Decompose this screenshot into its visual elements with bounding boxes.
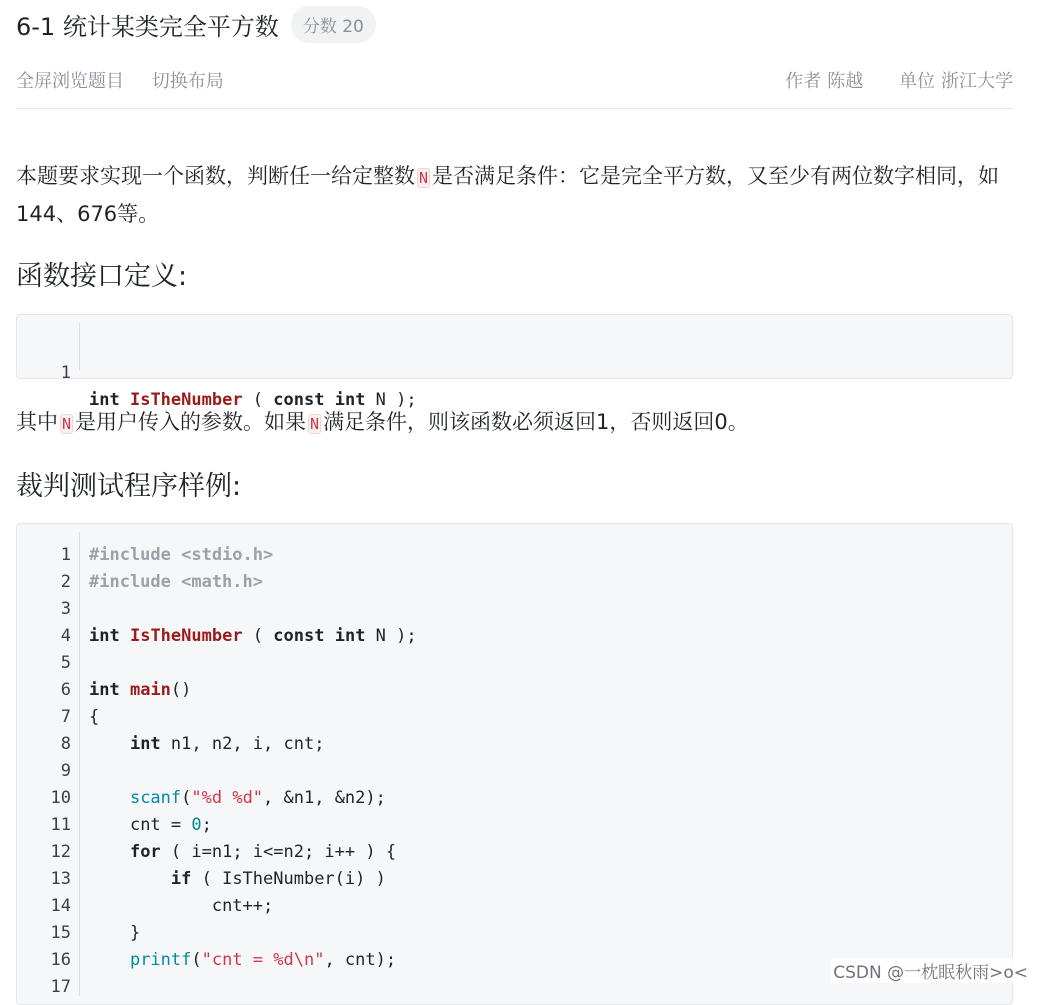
parameter-description [16, 404, 1006, 442]
description-text-1: 本题要求实现一个函数，判断任一给定整数 [16, 164, 415, 188]
section-heading-interface: 函数接口定义: [16, 261, 188, 292]
inline-code-n: N [62, 415, 72, 433]
code-line: 8 int n1, n2, i, cnt; [60, 734, 325, 754]
code-line: 6 int main() [60, 680, 192, 700]
inline-code-n: N [419, 169, 429, 187]
code-line: 15 } [50, 923, 141, 943]
description-text-2: 是否满足条件：它是完全平方数，又至少有两位数字相同，如144、676等。 [16, 164, 1000, 226]
code-line: 11 cnt = 0; [50, 815, 212, 835]
unit-name: 浙江大学 [941, 71, 1013, 92]
line-number: 1 [60, 363, 71, 383]
switch-layout-button[interactable]: 切换布局 [151, 71, 224, 92]
code-line: 14 cnt++; [50, 896, 274, 916]
code-line: 5 [60, 653, 71, 673]
meta-info [755, 67, 1013, 93]
inline-code-n: N [310, 415, 320, 433]
param-text-3: 满足条件，则该函数必须返回1，否则返回0。 [323, 410, 749, 434]
fullscreen-button[interactable]: 全屏浏览题目 [16, 71, 124, 92]
interface-code-block [16, 314, 1013, 410]
code-line: 10 scanf("%d %d", &n1, &n2); [50, 788, 386, 808]
sample-code-block [16, 523, 1013, 1005]
code-line: 7 { [60, 707, 100, 727]
problem-description [16, 158, 1006, 232]
code-line: 1 #include <stdio.h> [60, 545, 274, 565]
code-line: 2 #include <math.h> [60, 572, 263, 592]
author-info [785, 67, 863, 93]
score-badge: 分数 20 [291, 6, 376, 43]
author-label: 作者 [785, 71, 822, 92]
code-line: 3 [60, 599, 71, 619]
meta-actions [16, 67, 246, 93]
page-title: 6-1 统计某类完全平方数 [16, 12, 279, 41]
code-line: 9 [60, 761, 71, 781]
code-line [17, 333, 1012, 410]
param-text-1: 其中 [16, 410, 58, 434]
meta-row [16, 64, 1013, 96]
param-text-2: 是用户传入的参数。如果 [75, 410, 307, 434]
section-heading-sample: 裁判测试程序样例: [16, 471, 242, 502]
code-line: 17 [50, 977, 71, 997]
header-divider [16, 108, 1013, 109]
csdn-watermark: CSDN @一枕眠秋雨>o< [831, 958, 1030, 983]
code-text: int IsTheNumber ( const int N ); [89, 390, 417, 410]
unit-label: 单位 [899, 71, 935, 92]
code-line: 13 if ( IsTheNumber(i) ) [50, 869, 386, 889]
code-line: 16 printf("cnt = %d\n", cnt); [50, 950, 397, 970]
unit-info [899, 67, 1013, 93]
author-name: 陈越 [827, 71, 864, 92]
title-row [16, 5, 376, 43]
code-line: 12 for ( i=n1; i<=n2; i++ ) { [50, 842, 397, 862]
code-line: 4 int IsTheNumber ( const int N ); [60, 626, 417, 646]
